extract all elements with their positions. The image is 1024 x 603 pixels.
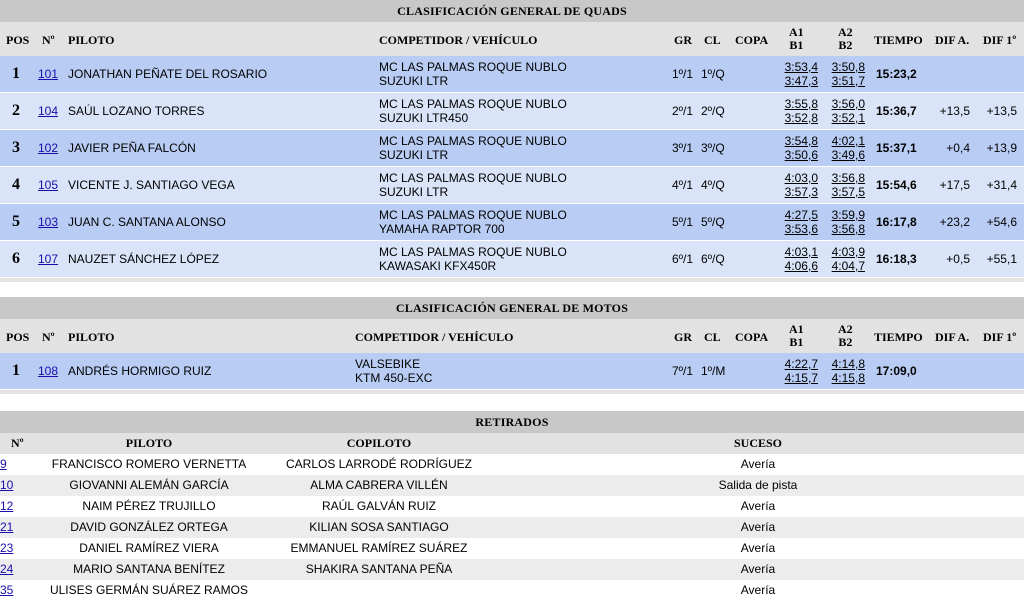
- col-a1: A1: [789, 322, 804, 336]
- diff-first: +55,1: [986, 252, 1017, 266]
- col-difa: DIF A.: [935, 330, 970, 344]
- col-a2b2: [838, 323, 853, 349]
- split-a1-link[interactable]: 3:53,4: [784, 60, 818, 74]
- split-a2-b2: [829, 245, 865, 273]
- retirados-rows: [0, 454, 1024, 601]
- retired-row: [0, 475, 1024, 496]
- col-difa: DIF A.: [935, 33, 970, 47]
- class-rank: 3º/Q: [701, 141, 725, 155]
- pilot-name: NAUZET SÁNCHEZ LÓPEZ: [68, 252, 220, 266]
- retired-row: [0, 559, 1024, 580]
- col-pilot: PILOTO: [68, 330, 115, 344]
- copilot-name: CARLOS LARRODÉ RODRÍGUEZ: [285, 457, 473, 471]
- split-b1-link[interactable]: 3:57,3: [784, 185, 818, 199]
- total-time: 16:17,8: [876, 215, 917, 229]
- event-reason: Avería: [740, 562, 776, 576]
- col-b2: B2: [838, 335, 853, 349]
- split-a2-b2: [829, 171, 865, 199]
- split-a1-link[interactable]: 3:55,8: [784, 97, 818, 111]
- col-copa: COPA: [735, 33, 769, 47]
- split-a2-link[interactable]: 3:56,0: [831, 97, 865, 111]
- vehicle-name: SUZUKI LTR: [379, 185, 449, 199]
- pilot-name: ANDRÉS HORMIGO RUIZ: [68, 364, 212, 378]
- split-b2-link[interactable]: 3:52,1: [831, 111, 865, 125]
- col-cl: CL: [704, 330, 721, 344]
- split-b2-link[interactable]: 3:57,5: [831, 185, 865, 199]
- entry-number-link[interactable]: 12: [0, 499, 14, 513]
- split-b1-link[interactable]: 3:47,3: [784, 74, 818, 88]
- result-row: [0, 204, 1024, 241]
- retired-row: [0, 496, 1024, 517]
- col-num: Nº: [42, 33, 55, 47]
- competitor-name: MC LAS PALMAS ROQUE NUBLO: [379, 171, 567, 185]
- split-a1-b1: [782, 208, 818, 236]
- col-event: SUCESO: [733, 436, 783, 450]
- split-b2-link[interactable]: 3:49,6: [831, 148, 865, 162]
- class-rank: 5º/Q: [701, 215, 725, 229]
- position: 1: [12, 65, 20, 82]
- pilot-name: DANIEL RAMÍREZ VIERA: [79, 541, 219, 555]
- result-row: [0, 130, 1024, 167]
- split-a2-link[interactable]: 4:02,1: [831, 134, 865, 148]
- col-dif1: DIF 1º: [983, 330, 1017, 344]
- col-copilot: COPILOTO: [346, 436, 412, 450]
- diff-first: +13,9: [986, 141, 1017, 155]
- group-rank: 5º/1: [672, 215, 694, 229]
- split-b1-link[interactable]: 3:53,6: [784, 222, 818, 236]
- pilot-name: FRANCISCO ROMERO VERNETTA: [51, 457, 247, 471]
- split-a1-link[interactable]: 4:03,0: [784, 171, 818, 185]
- col-pilot: PILOTO: [68, 33, 115, 47]
- retirados-panel: [0, 411, 1024, 601]
- pilot-name: DAVID GONZÁLEZ ORTEGA: [70, 520, 228, 534]
- pilot-name: ULISES GERMÁN SUÁREZ RAMOS: [49, 583, 249, 597]
- col-a2: A2: [838, 322, 853, 336]
- total-time: 15:37,1: [876, 141, 917, 155]
- split-a1-b1: [782, 60, 818, 88]
- group-rank: 6º/1: [672, 252, 694, 266]
- diff-first: +31,4: [986, 178, 1017, 192]
- event-reason: Avería: [740, 520, 776, 534]
- split-a2-b2: [829, 357, 865, 385]
- entry-number-link[interactable]: 21: [0, 520, 14, 534]
- split-b1-link[interactable]: 3:50,6: [784, 148, 818, 162]
- result-row: [0, 353, 1024, 390]
- total-time: 15:36,7: [876, 104, 917, 118]
- col-gr: GR: [674, 33, 692, 47]
- col-dif1: DIF 1º: [983, 33, 1017, 47]
- competitor-vehicle: [379, 171, 567, 199]
- group-rank: 7º/1: [672, 364, 694, 378]
- split-a2-link[interactable]: 3:56,8: [831, 171, 865, 185]
- col-b1: B1: [789, 38, 804, 52]
- event-reason: Avería: [740, 583, 776, 597]
- competitor-vehicle: [379, 97, 567, 125]
- col-competitor: COMPETIDOR / VEHÍCULO: [355, 330, 514, 344]
- retired-row: [0, 517, 1024, 538]
- split-a1-b1: [782, 171, 818, 199]
- col-num: Nº: [11, 436, 24, 450]
- split-a1-b1: [782, 134, 818, 162]
- competitor-vehicle: [355, 357, 432, 385]
- result-row: [0, 93, 1024, 130]
- competitor-name: MC LAS PALMAS ROQUE NUBLO: [379, 60, 567, 74]
- motos-title: CLASIFICACIÓN GENERAL DE MOTOS: [0, 297, 1024, 319]
- split-b1-link[interactable]: 4:06,6: [784, 259, 818, 273]
- split-a1-b1: [782, 245, 818, 273]
- pilot-name: JAVIER PEÑA FALCÓN: [68, 141, 196, 155]
- col-pos: POS: [6, 330, 30, 344]
- result-row: [0, 167, 1024, 204]
- col-pos: POS: [6, 33, 30, 47]
- event-reason: Avería: [740, 541, 776, 555]
- competitor-vehicle: [379, 60, 567, 88]
- split-b2-link[interactable]: 3:56,8: [831, 222, 865, 236]
- group-rank: 3º/1: [672, 141, 694, 155]
- diff-previous: +0,4: [946, 141, 970, 155]
- group-rank: 1º/1: [672, 67, 694, 81]
- result-row: [0, 241, 1024, 278]
- position: 3: [12, 139, 20, 156]
- quads-rows: [0, 56, 1024, 278]
- vehicle-name: KTM 450-EXC: [355, 371, 433, 385]
- position: 5: [12, 213, 20, 230]
- split-a2-b2: [829, 97, 865, 125]
- competitor-name: MC LAS PALMAS ROQUE NUBLO: [379, 134, 567, 148]
- total-time: 16:18,3: [876, 252, 917, 266]
- entry-number-link[interactable]: 103: [38, 215, 59, 229]
- split-a2-link[interactable]: 3:59,9: [831, 208, 865, 222]
- competitor-vehicle: [379, 134, 567, 162]
- total-time: 17:09,0: [876, 364, 917, 378]
- event-reason: Salida de pista: [718, 478, 798, 492]
- split-a1-link[interactable]: 4:22,7: [784, 357, 818, 371]
- total-time: 15:54,6: [876, 178, 917, 192]
- diff-previous: +23,2: [939, 215, 970, 229]
- retirados-header: [0, 433, 1024, 454]
- entry-number-link[interactable]: 107: [38, 252, 59, 266]
- vehicle-name: SUZUKI LTR: [379, 148, 449, 162]
- pilot-name: NAIM PÉREZ TRUJILLO: [82, 499, 216, 513]
- motos-header: [0, 319, 1024, 353]
- entry-number-link[interactable]: 102: [38, 141, 59, 155]
- col-gr: GR: [674, 330, 692, 344]
- col-time: TIEMPO: [874, 33, 923, 47]
- quads-header: [0, 22, 1024, 56]
- competitor-name: MC LAS PALMAS ROQUE NUBLO: [379, 208, 567, 222]
- col-a1b1: [789, 26, 804, 52]
- diff-previous: +17,5: [939, 178, 970, 192]
- pilot-name: JUAN C. SANTANA ALONSO: [68, 215, 226, 229]
- vehicle-name: SUZUKI LTR: [379, 74, 449, 88]
- class-rank: 4º/Q: [701, 178, 725, 192]
- entry-number-link[interactable]: 105: [38, 178, 59, 192]
- diff-first: +54,6: [986, 215, 1017, 229]
- split-b1-link[interactable]: 3:52,8: [784, 111, 818, 125]
- group-rank: 2º/1: [672, 104, 694, 118]
- split-a2-b2: [829, 134, 865, 162]
- entry-number-link[interactable]: 104: [38, 104, 59, 118]
- vehicle-name: KAWASAKI KFX450R: [379, 259, 497, 273]
- class-rank: 1º/M: [701, 364, 726, 378]
- copilot-name: RAÚL GALVÁN RUIZ: [321, 499, 437, 513]
- group-rank: 4º/1: [672, 178, 694, 192]
- event-reason: Avería: [740, 457, 776, 471]
- col-b1: B1: [789, 335, 804, 349]
- entry-number-link[interactable]: 35: [0, 583, 14, 597]
- vehicle-name: SUZUKI LTR450: [379, 111, 469, 125]
- position: 2: [12, 102, 20, 119]
- class-rank: 6º/Q: [701, 252, 725, 266]
- copilot-name: KILIAN SOSA SANTIAGO: [309, 520, 449, 534]
- retired-row: [0, 580, 1024, 601]
- position: 4: [12, 176, 20, 193]
- retired-row: [0, 538, 1024, 559]
- position: 6: [12, 250, 20, 267]
- entry-number-link[interactable]: 10: [0, 478, 14, 492]
- position: 1: [12, 362, 20, 379]
- col-competitor: COMPETIDOR / VEHÍCULO: [379, 33, 538, 47]
- diff-previous: +13,5: [939, 104, 970, 118]
- entry-number-link[interactable]: 108: [38, 364, 59, 378]
- split-a2-link[interactable]: 4:14,8: [831, 357, 865, 371]
- motos-panel: [0, 297, 1024, 394]
- split-a1-b1: [782, 357, 818, 385]
- col-cl: CL: [704, 33, 721, 47]
- competitor-name: MC LAS PALMAS ROQUE NUBLO: [379, 97, 567, 111]
- col-copa: COPA: [735, 330, 769, 344]
- class-rank: 2º/Q: [701, 104, 725, 118]
- split-a2-link[interactable]: 3:50,8: [831, 60, 865, 74]
- competitor-name: VALSEBIKE: [355, 357, 421, 371]
- copilot-name: EMMANUEL RAMÍREZ SUÁREZ: [290, 541, 468, 555]
- pilot-name: JONATHAN PEÑATE DEL ROSARIO: [68, 67, 268, 81]
- result-row: [0, 56, 1024, 93]
- entry-number-link[interactable]: 23: [0, 541, 14, 555]
- split-b1-link[interactable]: 4:15,7: [784, 371, 818, 385]
- motos-rows: [0, 353, 1024, 390]
- competitor-vehicle: [379, 208, 567, 236]
- col-pilot: PILOTO: [125, 436, 173, 450]
- quads-panel: [0, 0, 1024, 282]
- col-num: Nº: [42, 330, 55, 344]
- split-a1-link[interactable]: 4:27,5: [784, 208, 818, 222]
- col-time: TIEMPO: [874, 330, 923, 344]
- pilot-name: GIOVANNI ALEMÁN GARCÍA: [69, 478, 229, 492]
- split-b2-link[interactable]: 4:15,8: [831, 371, 865, 385]
- total-time: 15:23,2: [876, 67, 917, 81]
- competitor-name: MC LAS PALMAS ROQUE NUBLO: [379, 245, 567, 259]
- split-a2-b2: [829, 208, 865, 236]
- diff-previous: +0,5: [946, 252, 970, 266]
- competitor-vehicle: [379, 245, 567, 273]
- split-a1-link[interactable]: 3:54,8: [784, 134, 818, 148]
- copilot-name: ALMA CABRERA VILLÉN: [310, 478, 448, 492]
- col-a1b1: [789, 323, 804, 349]
- split-a1-link[interactable]: 4:03,1: [784, 245, 818, 259]
- col-b2: B2: [838, 38, 853, 52]
- vehicle-name: YAMAHA RAPTOR 700: [379, 222, 505, 236]
- split-a1-b1: [782, 97, 818, 125]
- diff-first: +13,5: [986, 104, 1017, 118]
- pilot-name: MARIO SANTANA BENÍTEZ: [73, 562, 225, 576]
- entry-number-link[interactable]: 101: [38, 67, 59, 81]
- split-b2-link[interactable]: 4:04,7: [831, 259, 865, 273]
- pilot-name: SAÚL LOZANO TORRES: [68, 104, 205, 118]
- split-b2-link[interactable]: 3:51,7: [831, 74, 865, 88]
- event-reason: Avería: [740, 499, 776, 513]
- entry-number-link[interactable]: 24: [0, 562, 14, 576]
- split-a2-link[interactable]: 4:03,9: [831, 245, 865, 259]
- col-a2: A2: [838, 25, 853, 39]
- entry-number-link[interactable]: 9: [0, 457, 7, 471]
- retired-row: [0, 454, 1024, 475]
- col-a1: A1: [789, 25, 804, 39]
- class-rank: 1º/Q: [701, 67, 725, 81]
- copilot-name: SHAKIRA SANTANA PEÑA: [305, 562, 453, 576]
- pilot-name: VICENTE J. SANTIAGO VEGA: [68, 178, 235, 192]
- split-a2-b2: [829, 60, 865, 88]
- col-a2b2: [838, 26, 853, 52]
- quads-title: CLASIFICACIÓN GENERAL DE QUADS: [0, 0, 1024, 22]
- retirados-title: RETIRADOS: [0, 411, 1024, 433]
